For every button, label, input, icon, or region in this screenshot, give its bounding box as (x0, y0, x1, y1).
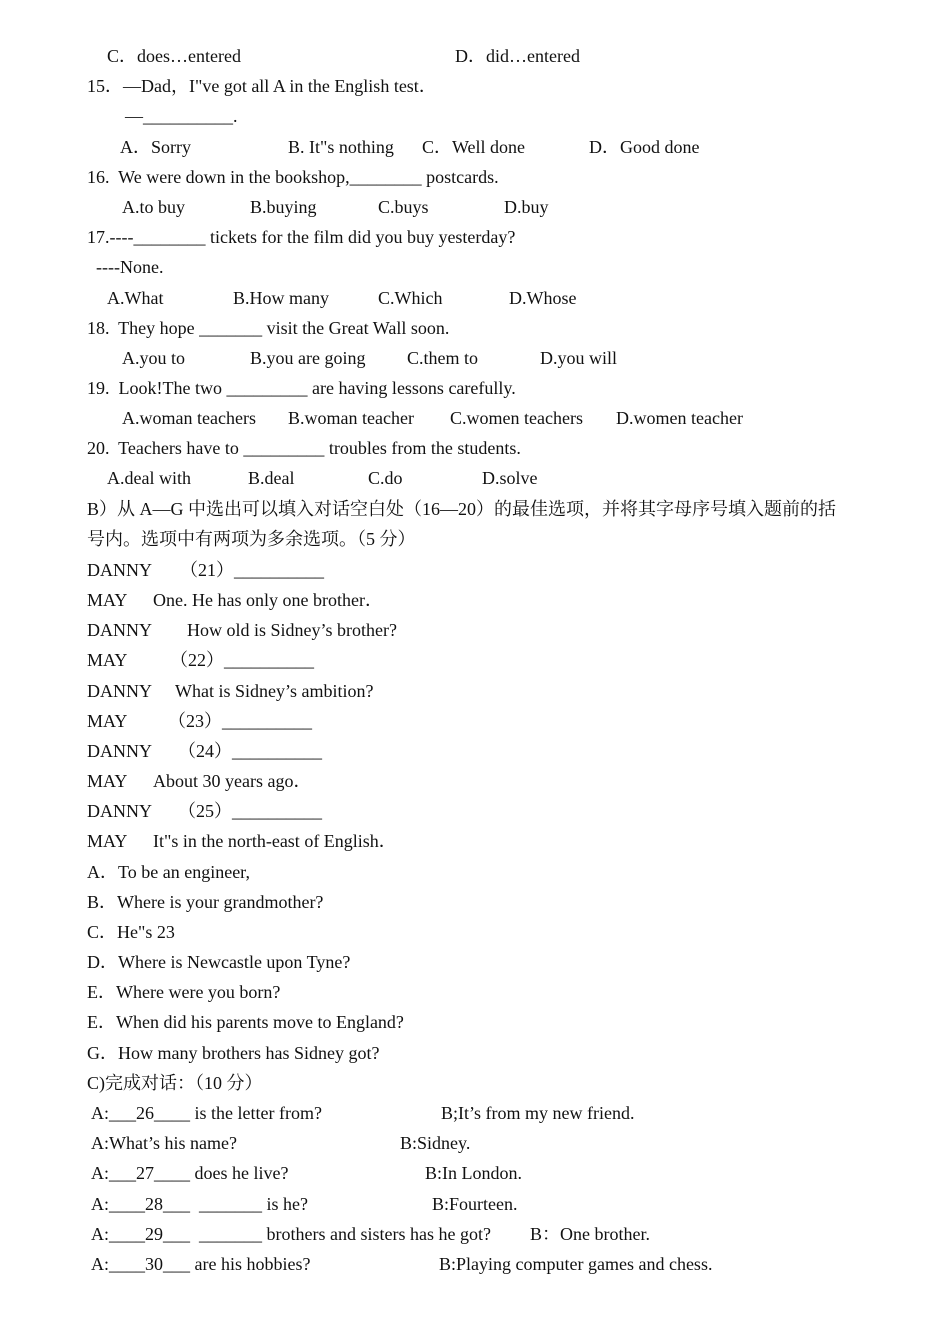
dialog-line: It"s in the north-east of English． (153, 831, 397, 851)
dialog-line: How old is Sidney’s brother? (187, 620, 397, 640)
dialog-answer: B:In London. (425, 1163, 522, 1183)
choice-option: G．How many brothers has Sidney got? (87, 1043, 380, 1063)
dialog-line: （25）__________ (178, 801, 322, 821)
q20-option-d: D.solve (482, 468, 538, 488)
dialog-answer: B:Playing computer games and chess. (439, 1254, 713, 1274)
q19-option-a: A.woman teachers (122, 408, 256, 428)
q17-option-b: B.How many (233, 288, 329, 308)
dialog-speaker: DANNY (87, 801, 152, 821)
dialog-line: （21）__________ (180, 560, 324, 580)
q20-option-c: C.do (368, 468, 403, 488)
q20-option-b: B.deal (248, 468, 295, 488)
q15-option-a: A．Sorry (120, 137, 191, 157)
dialog-answer: B:Sidney. (400, 1133, 471, 1153)
q19-stem: 19. Look!The two _________ are having lessons carefully. (87, 378, 516, 398)
section-b-instruction-line1: B）从 A—G 中选出可以填入对话空白处（16—20）的最佳选项，并将其字母序号填入题前的括 (87, 499, 837, 519)
q18-option-b: B.you are going (250, 348, 366, 368)
q20-stem: 20. Teachers have to _________ troubles from the students. (87, 438, 521, 458)
q18-stem: 18. They hope _______ visit the Great Wall soon. (87, 318, 450, 338)
q16-option-a: A.to buy (122, 197, 185, 217)
q14-option-c: C．does…entered (107, 46, 241, 66)
dialog-question: A:____30___ are his hobbies? (91, 1254, 311, 1274)
q17-stem: 17.----________ tickets for the film did you buy yesterday? (87, 227, 516, 247)
dialog-line: （24）__________ (178, 741, 322, 761)
dialog-speaker: MAY (87, 590, 128, 610)
dialog-question: A:___26____ is the letter from? (91, 1103, 322, 1123)
dialog-question: A:____29___ _______ brothers and sisters has he got? (91, 1224, 491, 1244)
dialog-speaker: MAY (87, 711, 128, 731)
dialog-question: A:___27____ does he live? (91, 1163, 289, 1183)
choice-option: E．Where were you born? (87, 982, 281, 1002)
q18-option-c: C.them to (407, 348, 478, 368)
q19-option-b: B.woman teacher (288, 408, 414, 428)
q18-option-d: D.you will (540, 348, 618, 368)
dialog-line: About 30 years ago． (153, 771, 312, 791)
dialog-line: What is Sidney’s ambition? (175, 681, 374, 701)
choice-option: C．He"s 23 (87, 922, 175, 942)
q16-stem: 16. We were down in the bookshop,________ postcards. (87, 167, 499, 187)
dialog-speaker: DANNY (87, 741, 152, 761)
dialog-speaker: DANNY (87, 620, 152, 640)
dialog-speaker: DANNY (87, 560, 152, 580)
q15-reply: —__________. (125, 106, 238, 126)
dialog-answer: B：One brother. (530, 1224, 650, 1244)
dialog-answer: B:Fourteen. (432, 1194, 518, 1214)
choice-option: E．When did his parents move to England? (87, 1012, 404, 1032)
choice-option: B．Where is your grandmother? (87, 892, 324, 912)
dialog-question: A:____28___ _______ is he? (91, 1194, 308, 1214)
q20-option-a: A.deal with (107, 468, 191, 488)
q15-option-d: D．Good done (589, 137, 700, 157)
q15-option-b: B. It"s nothing (288, 137, 394, 157)
q15-stem: 15．—Dad，I"ve got all A in the English test． (87, 76, 437, 96)
choice-option: D．Where is Newcastle upon Tyne? (87, 952, 351, 972)
q17-option-d: D.Whose (509, 288, 577, 308)
dialog-line: One. He has only one brother． (153, 590, 383, 610)
q17-reply: ----None. (96, 257, 164, 277)
q18-option-a: A.you to (122, 348, 185, 368)
q15-option-c: C．Well done (422, 137, 526, 157)
dialog-speaker: DANNY (87, 681, 152, 701)
choice-option: A．To be an engineer, (87, 862, 250, 882)
q19-option-d: D.women teacher (616, 408, 743, 428)
dialog-answer: B;It’s from my new friend. (441, 1103, 635, 1123)
dialog-line: （22）__________ (170, 650, 314, 670)
dialog-line: （23）__________ (168, 711, 312, 731)
dialog-speaker: MAY (87, 650, 128, 670)
q17-option-c: C.Which (378, 288, 443, 308)
q14-option-d: D．did…entered (455, 46, 580, 66)
q16-option-b: B.buying (250, 197, 317, 217)
dialog-question: A:What’s his name? (91, 1133, 237, 1153)
q16-option-d: D.buy (504, 197, 549, 217)
q16-option-c: C.buys (378, 197, 429, 217)
dialog-speaker: MAY (87, 771, 128, 791)
q17-option-a: A.What (107, 288, 164, 308)
dialog-speaker: MAY (87, 831, 128, 851)
section-b-instruction-line2: 号内。选项中有两项为多余选项。（5 分） (87, 529, 416, 549)
section-c-title: C)完成对话：（10 分） (87, 1073, 263, 1093)
q19-option-c: C.women teachers (450, 408, 583, 428)
